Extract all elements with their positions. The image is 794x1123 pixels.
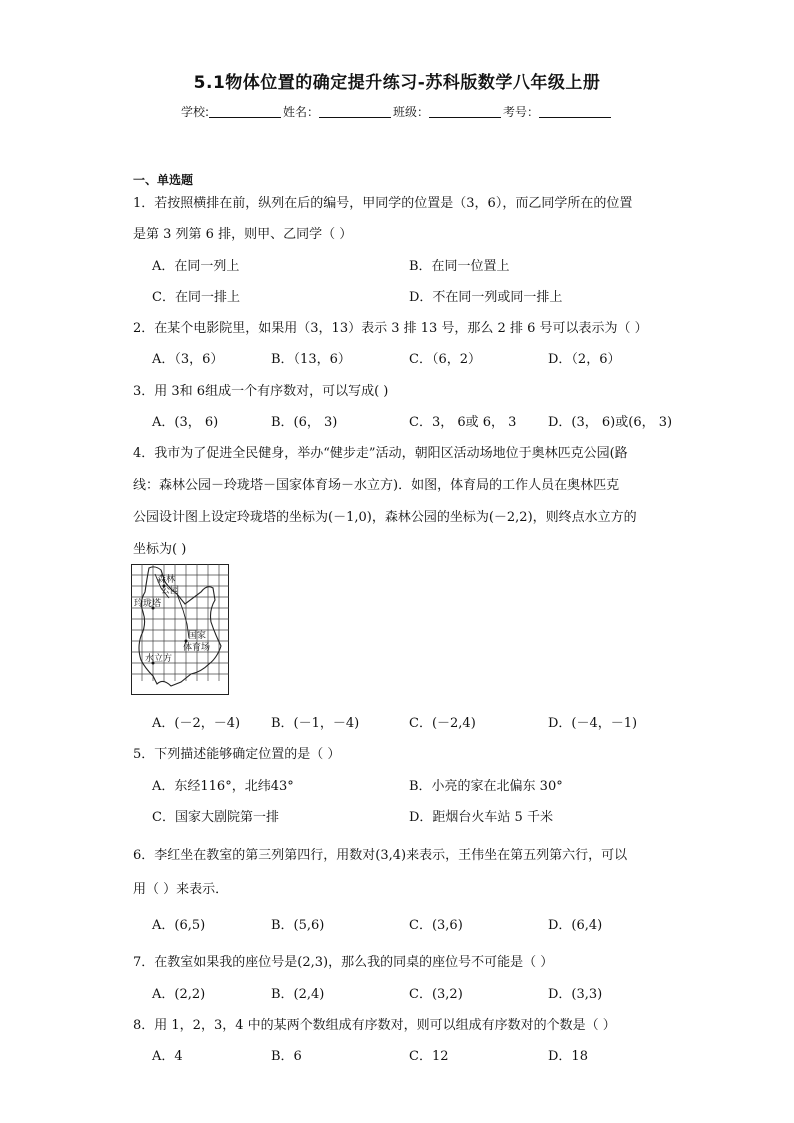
q2-option-d: D．（2，6） — [548, 352, 621, 367]
q3-option-c: C．3， 6或 6， 3 — [409, 415, 517, 430]
section-heading: 一、单选题 — [133, 173, 194, 187]
school-label: 学校: — [180, 105, 209, 119]
q7-option-b: B．(2,4) — [271, 987, 325, 1002]
q2-option-c: C．（6，2） — [409, 352, 481, 367]
q1-option-a: A．在同一列上 — [152, 259, 240, 274]
map-label-stadium-line-1: 国家 — [188, 631, 207, 641]
q5-option-b: B．小亮的家在北偏东 30° — [409, 779, 563, 794]
question-2-line-1: 2．在某个电影院里，如果用（3，13）表示 3 排 13 号，那么 2 排 6 号可以表示为（ ） — [133, 321, 648, 336]
name-label: 姓名： — [283, 105, 320, 119]
q8-option-a: A．4 — [152, 1049, 183, 1064]
question-1-line-1: 1．若按照横排在前，纵列在后的编号，甲同学的位置是（3，6），而乙同学所在的位置 — [133, 196, 633, 211]
olympic-park-grid-map — [131, 564, 230, 695]
q3-option-a: A．(3， 6) — [152, 415, 219, 430]
question-4-line-3: 公园设计图上设定玲珑塔的坐标为(－1,0)，森林公园的坐标为(－2,2)，则终点水立方的 — [133, 510, 637, 525]
class-label: 班级： — [393, 105, 430, 119]
q1-option-b: B．在同一位置上 — [409, 259, 510, 274]
q7-option-c: C．(3,2) — [409, 987, 463, 1002]
page-title: 5.1物体位置的确定提升练习-苏科版数学八年级上册 — [193, 73, 601, 93]
question-6-line-2: 用（ ）来表示． — [133, 882, 229, 897]
map-label-stadium-line-2: 体育场 — [183, 643, 211, 653]
question-7-line-1: 7．在教室如果我的座位号是(2,3)，那么我的同桌的座位号不可能是（ ） — [133, 955, 554, 970]
class-blank — [429, 105, 501, 118]
question-6-line-1: 6．李红坐在教室的第三列第四行，用数对(3,4)来表示，王伟坐在第五列第六行，可以 — [133, 848, 628, 863]
map-label-park: 公园 — [161, 586, 180, 596]
q6-option-d: D．(6,4) — [548, 918, 603, 933]
q3-option-d: D．(3， 6)或(6， 3) — [548, 415, 673, 430]
map-label-tower: 玲珑塔 — [134, 599, 162, 609]
q7-option-d: D．(3,3) — [548, 987, 603, 1002]
q2-option-b: B．（13，6） — [271, 352, 351, 367]
question-4-line-2: 线：森林公园－玲珑塔－国家体育场－水立方)．如图，体育局的工作人员在奥林匹克 — [133, 478, 620, 493]
question-1-line-2: 是第 3 列第 6 排，则甲、乙同学（ ） — [133, 227, 353, 242]
q7-option-a: A．(2,2) — [152, 987, 206, 1002]
q8-option-b: B．6 — [271, 1049, 302, 1064]
q4-option-b: B．(－1，－4) — [271, 716, 360, 731]
question-8-line-1: 8．用 1，2，3，4 中的某两个数组成有序数对，则可以组成有序数对的个数是（ ） — [133, 1018, 616, 1033]
q6-option-c: C．(3,6) — [409, 918, 463, 933]
map-label-forest: 森林 — [157, 575, 176, 585]
school-blank — [209, 105, 281, 118]
number-label: 考号： — [503, 105, 540, 119]
name-blank — [319, 105, 391, 118]
q8-option-d: D．18 — [548, 1049, 588, 1064]
q2-option-a: A．（3，6） — [152, 352, 224, 367]
q4-option-a: A．(－2，－4) — [152, 716, 241, 731]
q6-option-a: A．(6,5) — [152, 918, 206, 933]
q8-option-c: C．12 — [409, 1049, 449, 1064]
q4-option-d: D．(－4，－1) — [548, 716, 638, 731]
q1-option-c: C．在同一排上 — [152, 290, 240, 305]
number-blank — [539, 105, 611, 118]
question-4-line-4: 坐标为( ) — [133, 542, 187, 557]
question-5-line-1: 5．下列描述能够确定位置的是（ ） — [133, 747, 341, 762]
q5-option-d: D．距烟台火车站 5 千米 — [409, 810, 553, 825]
q3-option-b: B．(6， 3) — [271, 415, 338, 430]
q1-option-d: D．不在同一列或同一排上 — [409, 290, 563, 305]
q4-option-c: C．(－2,4) — [409, 716, 476, 731]
student-info-line — [0, 103, 794, 120]
question-4-line-1: 4．我市为了促进全民健身，举办“健步走”活动，朝阳区活动场地位于奥林匹克公园(路 — [133, 446, 628, 461]
map-label-cube: 水立方 — [145, 654, 173, 664]
q5-option-a: A．东经116°，北纬43° — [152, 779, 294, 794]
question-3-line-1: 3．用 3和 6组成一个有序数对，可以写成( ) — [133, 384, 389, 399]
q6-option-b: B．(5,6) — [271, 918, 325, 933]
q5-option-c: C．国家大剧院第一排 — [152, 810, 279, 825]
